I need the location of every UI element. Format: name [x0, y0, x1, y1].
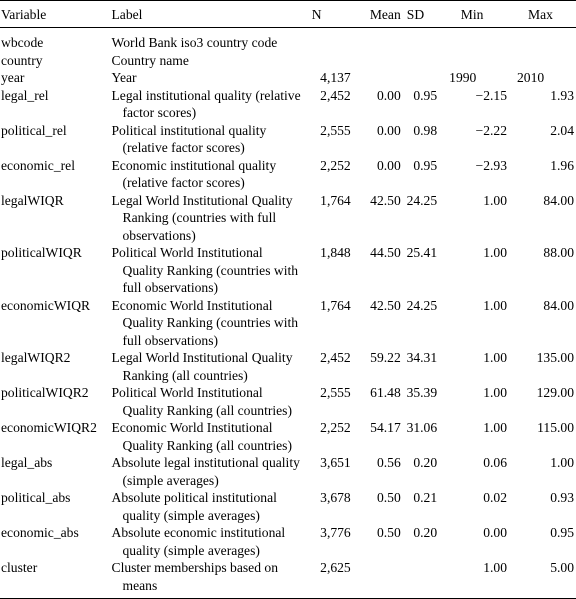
variable-cell: political_abs [1, 490, 71, 505]
label-line: Year [111, 70, 137, 85]
table-row [0, 349, 576, 384]
label-line-continued: observations) [122, 227, 196, 243]
label-line: Cluster memberships based on [111, 560, 278, 575]
label-line: Absolute political institutional [111, 490, 277, 505]
n-cell [310, 52, 351, 70]
variable-cell: cluster [1, 560, 38, 575]
label-line: World Bank iso3 country code [111, 35, 278, 50]
label-line-continued: (relative factor scores) [122, 140, 245, 155]
header-mean: Mean [369, 7, 401, 22]
min-cell: 1.00 [483, 560, 507, 575]
max-cell: 129.00 [536, 385, 574, 400]
label-line: Absolute legal institutional quality [111, 455, 300, 470]
label-line: Absolute economic institutional [111, 525, 286, 540]
label-cell [112, 28, 310, 52]
min-cell: 0.00 [483, 525, 507, 540]
min-cell: 0.02 [483, 490, 507, 505]
label-line-continued: means [122, 577, 158, 593]
variable-cell: economic_rel [1, 157, 75, 173]
sd-cell: 35.39 [406, 385, 438, 400]
variable-cell: politicalWIQR2 [1, 385, 89, 400]
mean-cell: 61.48 [370, 385, 401, 400]
label-line-continued: Quality Ranking (countries with [122, 315, 299, 330]
header-min: Min [460, 7, 484, 22]
header-n: N [311, 7, 322, 22]
label-line: Economic World Institutional [111, 420, 273, 435]
label-line-continued: Ranking (countries with full [122, 210, 277, 225]
min-cell [437, 28, 507, 52]
mean-cell: 44.50 [370, 245, 401, 260]
sd-cell: 0.98 [413, 122, 438, 138]
sd-cell: 0.20 [413, 455, 438, 470]
max-cell [507, 28, 576, 52]
max-cell: 1.00 [550, 455, 574, 470]
table-row [0, 192, 576, 245]
mean-cell: 0.00 [376, 157, 401, 173]
label-cell [112, 384, 310, 419]
header-row [0, 1, 576, 28]
mean-cell: 59.22 [370, 350, 401, 365]
variable-cell: legal_rel [1, 87, 49, 103]
n-cell: 4,137 [320, 70, 351, 85]
mean-cell: 42.50 [370, 192, 401, 208]
table-row [0, 157, 576, 192]
sd-cell: 0.20 [413, 525, 438, 540]
sd-cell [401, 28, 437, 52]
mean-cell [351, 69, 401, 87]
header-variable: Variable [1, 7, 47, 22]
mean-cell: 0.00 [376, 122, 401, 138]
n-cell: 1,764 [320, 192, 351, 208]
header-max: Max [528, 7, 553, 22]
min-cell: 0.06 [483, 455, 507, 470]
min-cell: −2.93 [475, 157, 507, 173]
sd-cell: 25.41 [406, 245, 438, 260]
table-row [0, 489, 576, 524]
n-cell: 2,555 [320, 385, 351, 400]
table-row [0, 297, 576, 350]
label-line-continued: (relative factor scores) [122, 175, 245, 190]
label-cell [112, 87, 310, 122]
variable-cell: year [1, 70, 25, 85]
n-cell: 2,252 [320, 157, 351, 173]
label-cell [112, 192, 310, 245]
min-cell: 1.00 [483, 297, 507, 313]
label-line: Political institutional quality [111, 122, 267, 138]
variable-cell: wbcode [1, 35, 44, 50]
variable-cell: politicalWIQR [1, 245, 82, 260]
variable-cell: legalWIQR2 [1, 350, 71, 365]
mean-cell [351, 52, 401, 70]
label-line-continued: Quality Ranking (all countries) [122, 437, 293, 453]
table-row [0, 52, 576, 70]
variable-cell: country [1, 52, 43, 68]
max-cell: 115.00 [537, 420, 574, 435]
n-cell: 3,678 [320, 490, 351, 505]
min-cell: 1.00 [483, 420, 507, 435]
table-row [0, 244, 576, 297]
max-cell: 0.93 [550, 490, 574, 505]
table-row [0, 384, 576, 419]
label-line: Economic institutional quality [111, 157, 277, 173]
variable-cell: legal_abs [1, 455, 53, 470]
n-cell: 3,651 [320, 455, 351, 470]
label-cell [112, 122, 310, 157]
table-row [0, 454, 576, 489]
label-line: Economic World Institutional [111, 297, 273, 313]
table-row [0, 524, 576, 559]
min-cell: 1.00 [483, 192, 507, 208]
label-line: Legal World Institutional Quality [111, 192, 293, 208]
table-row [0, 69, 576, 87]
label-cell [112, 244, 310, 297]
table-row [0, 87, 576, 122]
mean-cell: 0.00 [376, 87, 401, 103]
mean-cell: 0.56 [376, 455, 401, 470]
label-line: Legal World Institutional Quality [111, 350, 293, 365]
label-line-continued: Quality Ranking (countries with [122, 262, 299, 278]
variable-cell: economicWIQR2 [1, 420, 97, 435]
n-cell: 1,848 [320, 245, 351, 260]
label-line-continued: quality (simple averages) [122, 507, 260, 523]
label-cell [112, 489, 310, 524]
label-cell [112, 52, 310, 70]
n-cell: 2,252 [320, 420, 351, 435]
sd-cell [401, 69, 437, 87]
n-cell: 3,776 [320, 525, 351, 540]
variable-cell: economicWIQR [1, 297, 91, 313]
label-line-continued: Ranking (all countries) [122, 367, 248, 383]
sd-cell: 0.21 [413, 490, 438, 505]
sd-cell: 24.25 [406, 297, 438, 313]
max-cell: 135.00 [536, 350, 574, 365]
label-line: Political World Institutional [111, 245, 263, 260]
max-cell: 84.00 [543, 192, 574, 208]
label-line-continued: quality (simple averages) [122, 542, 260, 558]
label-cell [112, 349, 310, 384]
label-line-continued: full observations) [122, 332, 219, 348]
max-cell: 2.04 [550, 122, 574, 138]
label-cell [112, 454, 310, 489]
label-line-continued: factor scores) [122, 105, 197, 120]
max-cell [507, 52, 576, 70]
table-row [0, 122, 576, 157]
table-row [0, 28, 576, 52]
mean-cell: 42.50 [370, 297, 401, 313]
label-line: Legal institutional quality (relative [111, 87, 301, 103]
n-cell: 2,452 [320, 87, 351, 103]
label-line: Political World Institutional [111, 385, 263, 400]
label-cell [112, 524, 310, 559]
min-cell: 1.00 [483, 385, 507, 400]
header-sd: SD [406, 7, 425, 22]
min-cell: −2.15 [475, 87, 507, 103]
max-cell: 1.93 [550, 87, 574, 103]
label-line-continued: full observations) [122, 280, 219, 295]
sd-cell [401, 52, 437, 70]
variable-cell: legalWIQR [1, 192, 64, 208]
max-cell: 1.96 [550, 157, 574, 173]
sd-cell: 31.06 [406, 420, 438, 435]
min-cell: 1.00 [483, 245, 507, 260]
sd-cell: 34.31 [406, 350, 438, 365]
max-cell: 2010 [517, 70, 545, 85]
variable-cell: economic_abs [1, 525, 79, 540]
min-cell: 1.00 [483, 350, 507, 365]
sd-cell: 24.25 [406, 192, 438, 208]
label-line-continued: Quality Ranking (all countries) [122, 402, 293, 418]
n-cell: 2,555 [320, 122, 351, 138]
max-cell: 0.95 [550, 525, 574, 540]
n-cell: 2,452 [320, 350, 351, 365]
label-line: Country name [111, 52, 189, 68]
sd-cell: 0.95 [413, 157, 438, 173]
variable-cell: political_rel [1, 122, 67, 138]
max-cell: 84.00 [543, 297, 574, 313]
min-cell: −2.22 [475, 122, 507, 138]
mean-cell: 0.50 [376, 525, 401, 540]
max-cell: 88.00 [543, 245, 574, 260]
min-cell: 1990 [449, 70, 477, 85]
mean-cell: 54.17 [370, 420, 401, 435]
mean-cell [351, 28, 401, 52]
label-cell [112, 297, 310, 350]
sd-cell: 0.95 [413, 87, 438, 103]
n-cell [310, 28, 351, 52]
label-cell [112, 419, 310, 454]
label-line-continued: (simple averages) [122, 472, 219, 488]
n-cell: 2,625 [320, 560, 351, 575]
label-cell [112, 69, 310, 87]
n-cell: 1,764 [320, 297, 351, 313]
label-cell [112, 157, 310, 192]
mean-cell: 0.50 [376, 490, 401, 505]
min-cell [437, 52, 507, 70]
header-label: Label [111, 7, 143, 22]
table-body [0, 28, 576, 599]
table-row [0, 419, 576, 454]
max-cell: 5.00 [550, 560, 574, 575]
